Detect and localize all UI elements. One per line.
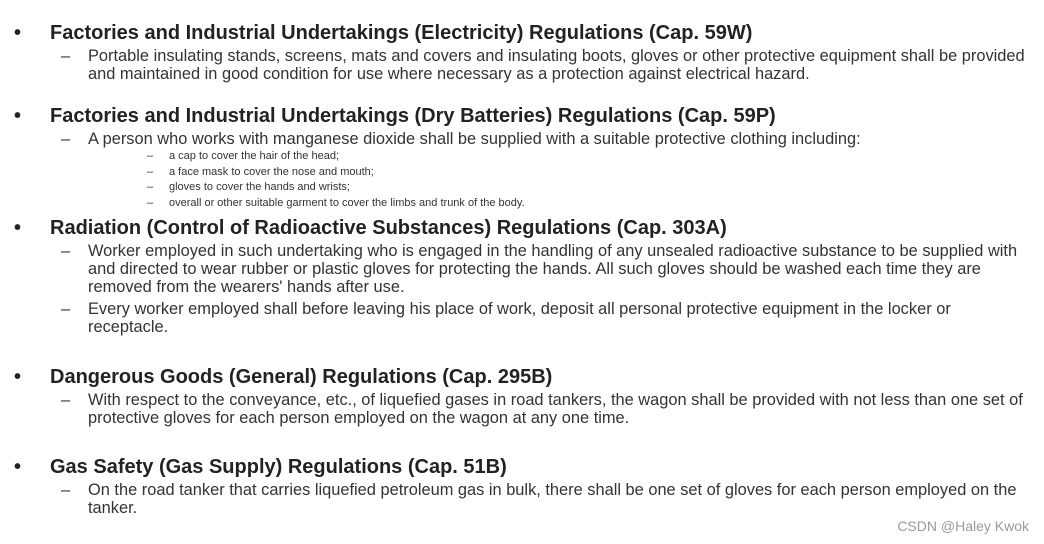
list-item — [0, 130, 1044, 148]
dash-icon: – — [61, 130, 71, 148]
subitem-text: a cap to cover the hair of the head; — [169, 150, 340, 162]
heading-text: Radiation (Control of Radioactive Substances) Regulations (Cap. 303A) — [50, 217, 727, 239]
heading-text: Dangerous Goods (General) Regulations (Cap. 295B) — [50, 366, 553, 388]
subitem-text: gloves to cover the hands and wrists; — [169, 181, 350, 193]
section-heading — [0, 105, 1044, 127]
section-heading — [0, 22, 1044, 44]
bullet-icon: • — [14, 105, 22, 127]
section-dangerous-goods — [0, 366, 1044, 427]
section-gas-safety — [0, 456, 1044, 517]
item-text: On the road tanker that carries liquefied petroleum gas in bulk, there shall be one set of gloves for each person employed on the tanker. — [88, 481, 1017, 517]
dash-icon: – — [61, 481, 71, 499]
sub-list-item — [0, 180, 1044, 196]
list-item — [0, 481, 1044, 517]
dash-icon: – — [61, 300, 71, 318]
heading-text: Factories and Industrial Undertakings (Dry Batteries) Regulations (Cap. 59P) — [50, 105, 776, 127]
subitem-text: overall or other suitable garment to cover the limbs and trunk of the body. — [169, 196, 525, 209]
section-heading — [0, 366, 1044, 388]
bullet-icon: • — [14, 366, 22, 388]
section-electricity — [0, 22, 1044, 83]
item-text: A person who works with manganese dioxide shall be supplied with a suitable protective clothing including: — [88, 130, 861, 148]
sub-list-item — [0, 165, 1044, 181]
dash-icon: – — [61, 242, 71, 260]
item-text: With respect to the conveyance, etc., of liquefied gases in road tankers, the wagon shall be provided with not less than one set of protective gloves for each person employed on the wagon at any one time. — [88, 391, 1023, 427]
dash-icon: – — [147, 165, 154, 178]
bullet-icon: • — [14, 456, 22, 478]
bullet-icon: • — [14, 22, 22, 44]
dash-icon: – — [147, 181, 154, 193]
dash-icon: – — [61, 47, 71, 65]
item-text: Worker employed in such undertaking who is engaged in the handling of any unsealed radioactive substance to be supplied with and directed to wear rubber or plastic gloves for protecting the hands. All such gloves should be washed each time they are removed from the wearers' hands after use. — [88, 242, 1018, 296]
section-heading — [0, 456, 1044, 478]
list-item — [0, 300, 1044, 336]
section-dry-batteries — [0, 105, 1044, 211]
item-text: Every worker employed shall before leaving his place of work, deposit all personal protective equipment in the locker or receptacle. — [88, 300, 951, 336]
list-item — [0, 47, 1044, 83]
dash-icon: – — [147, 196, 154, 209]
list-item — [0, 391, 1044, 427]
subitem-text: a face mask to cover the nose and mouth; — [169, 165, 374, 178]
dash-icon: – — [147, 150, 154, 162]
section-radiation — [0, 217, 1044, 336]
dash-icon: – — [61, 391, 71, 409]
item-text: Portable insulating stands, screens, mats and covers and insulating boots, gloves or other protective equipment shall be provided and maintained in good condition for use where necessary as a protection against electrical hazard. — [88, 47, 1025, 83]
sub-list-item — [0, 196, 1044, 212]
watermark: CSDN @Haley Kwok — [897, 518, 1029, 534]
section-heading — [0, 217, 1044, 239]
list-item — [0, 242, 1044, 296]
heading-text: Gas Safety (Gas Supply) Regulations (Cap. 51B) — [50, 456, 507, 478]
heading-text: Factories and Industrial Undertakings (Electricity) Regulations (Cap. 59W) — [50, 22, 753, 44]
bullet-icon: • — [14, 217, 22, 239]
sub-list-item — [0, 149, 1044, 165]
